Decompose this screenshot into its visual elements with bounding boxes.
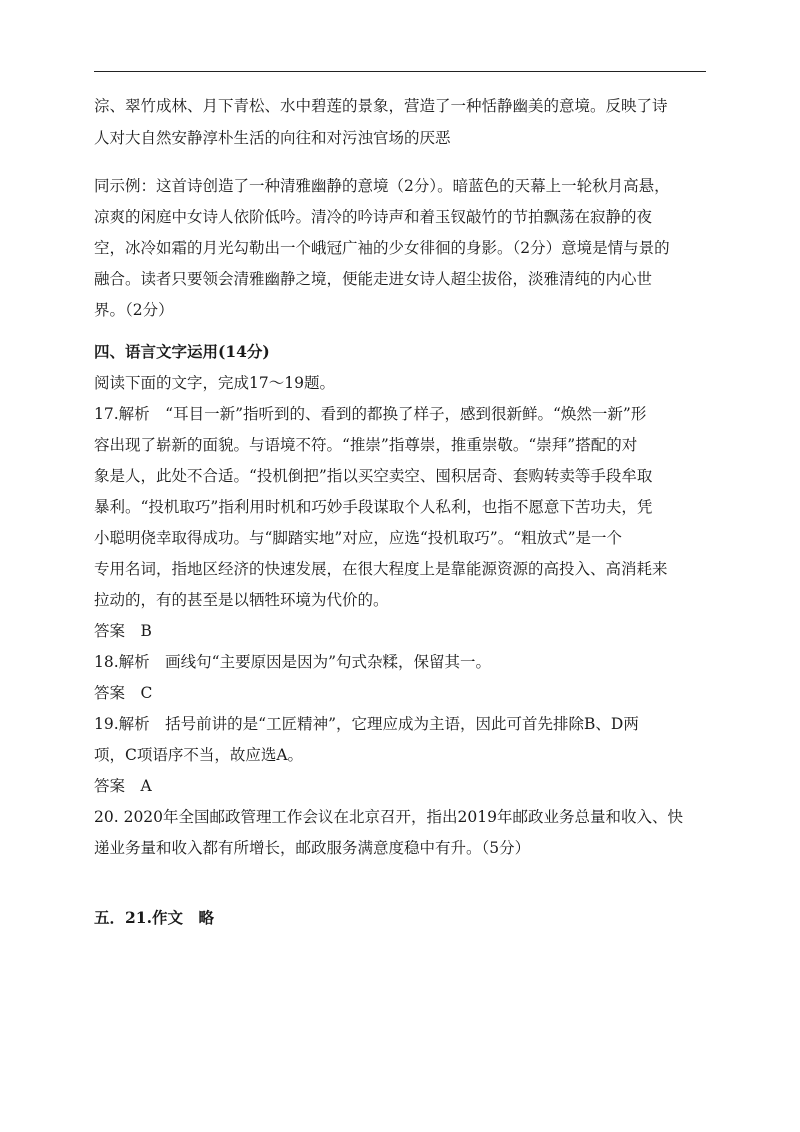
q20-line-2: 递业务量和收入都有所增长，邮政服务满意度稳中有升。（5分） (94, 839, 531, 857)
example-line-2: 凉爽的闲庭中女诗人依阶低吟。清冷的吟诗声和着玉钗敲竹的节拍飘荡在寂静的夜 (94, 208, 653, 226)
example-line-5: 界。（2分） (94, 301, 174, 319)
q17-analysis-line-2: 容出现了崭新的面貌。与语境不符。“推崇”指尊崇，推重崇敬。“崇拜”搭配的对 (94, 436, 638, 454)
section-4-heading: 四、语言文字运用(14分) (94, 342, 270, 361)
q19-analysis-line-2: 项，C项语序不当，故应选A。 (94, 746, 304, 764)
q19-analysis-line-1: 19.解析 括号前讲的是“工匠精神”，它理应成为主语，因此可首先排除B、D两 (94, 715, 639, 733)
q18-answer: 答案 C (94, 684, 153, 702)
q17-analysis-line-6: 专用名词，指地区经济的快速发展，在很大程度上是靠能源资源的高投入、高消耗来 (94, 560, 668, 578)
continued-line-1: 淙、翠竹成林、月下青松、水中碧莲的景象，营造了一种恬静幽美的意境。反映了诗 (94, 97, 668, 115)
example-line-3: 空，冰冷如霜的月光勾勒出一个峨冠广袖的少女徘徊的身影。（2分）意境是情与景的 (94, 239, 670, 257)
q17-analysis-line-7: 拉动的，有的甚至是以牺牲环境为代价的。 (94, 591, 389, 609)
q17-analysis-line-1: 17.解析 “耳目一新”指听到的、看到的都换了样子，感到很新鲜。“焕然一新”形 (94, 405, 647, 423)
q17-analysis-line-5: 小聪明侥幸取得成功。与“脚踏实地”对应，应选“投机取巧”。“粗放式”是一个 (94, 529, 623, 547)
q19-answer: 答案 A (94, 777, 152, 795)
q18-analysis: 18.解析 画线句“主要原因是因为”句式杂糅，保留其一。 (94, 653, 492, 671)
q20-line-1: 20. 2020年全国邮政管理工作会议在北京召开，指出2019年邮政业务总量和收入、快 (94, 808, 683, 826)
q17-analysis-line-3: 象是人，此处不合适。“投机倒把”指以买空卖空、囤积居奇、套购转卖等手段牟取 (94, 467, 653, 485)
q17-analysis-line-4: 暴利。“投机取巧”指利用时机和巧妙手段谋取个人私利，也指不愿意下苦功夫，凭 (94, 498, 653, 516)
section-4-intro: 阅读下面的文字，完成17～19题。 (94, 374, 335, 392)
header-rule (94, 71, 706, 72)
section-5-heading: 五．21.作文 略 (94, 908, 214, 927)
example-line-4: 融合。读者只要领会清雅幽静之境，便能走进女诗人超尘拔俗，淡雅清纯的内心世 (94, 270, 653, 288)
example-line-1: 同示例：这首诗创造了一种清雅幽静的意境（2分）。暗蓝色的天幕上一轮秋月高悬， (94, 177, 670, 195)
q17-answer: 答案 B (94, 622, 152, 640)
continued-line-2: 人对大自然安静淳朴生活的向往和对污浊官场的厌恶 (94, 129, 451, 147)
